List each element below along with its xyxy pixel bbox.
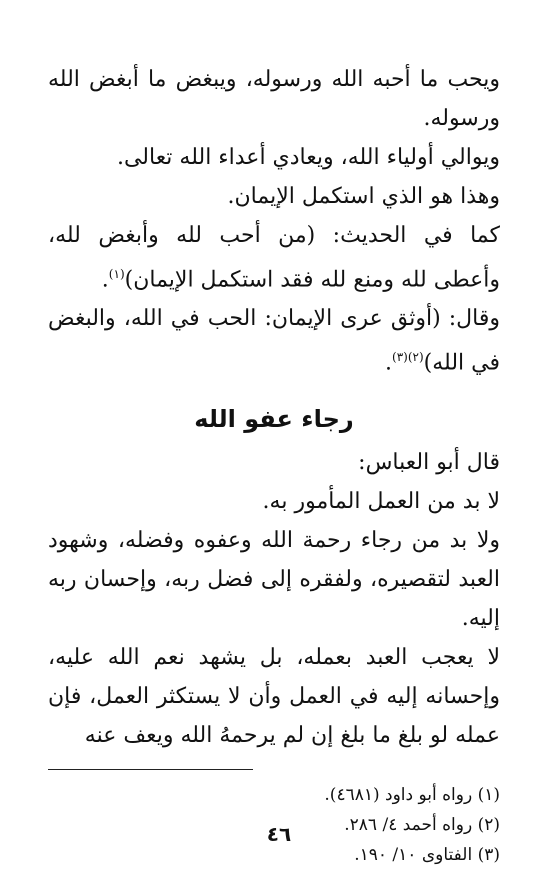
footnote-2: (٢) رواه أحمد ٤/ ٢٨٦.: [344, 814, 500, 835]
paragraph-7: لا بد من العمل المأمور به.: [262, 488, 500, 514]
section-heading: رجاء عفو الله: [194, 404, 354, 433]
paragraph-2: ويوالي أولياء الله، ويعادي أعداء الله تعالى.: [116, 145, 500, 170]
paragraph-9: لا يعجب العبد بعمله، بل يشهد نعم الله عليه، وإحسانه إليه في العمل وأن لا يستكثر العمل، فإن عمله لو بلغ ما بلغ إن لم يرحمهُ الله ويعف عنه: [48, 644, 500, 748]
paragraph-6: قال أبو العباس:: [358, 449, 500, 475]
page-content: [48, 60, 500, 870]
footnote-3: (٣) الفتاوى ١٠/ ١٩٠.: [354, 844, 500, 865]
body-text: [48, 60, 500, 383]
footnote-ref-1: (١): [108, 267, 125, 281]
paragraph-4: [48, 216, 500, 299]
paragraph-3: وهذا هو الذي استكمل الإيمان.: [227, 184, 500, 209]
footnote-ref-2-3: (٢)(٣): [392, 350, 424, 365]
footnote-1: (١) رواه أبو داود (٤٦٨١).: [324, 784, 500, 805]
paragraph-1: ويحب ما أحبه الله ورسوله، ويبغض ما أبغض الله ورسوله.: [48, 67, 500, 131]
page-number: ٤٦: [266, 822, 292, 846]
paragraph-8: ولا بد من رجاء رحمة الله وعفوه وفضله، وشهود العبد لتقصيره، ولفقره إلى فضل ربه، وإحسان ربه إليه.: [48, 527, 500, 631]
period: .: [101, 267, 109, 293]
period: .: [385, 350, 393, 376]
footnote-divider: [48, 769, 253, 770]
hadith-quote-1: كما في الحديث: (من أحب لله وأبغض لله، وأعطى لله ومنع لله فقد استكمل الإيمان): [48, 223, 500, 293]
hadith-quote-2: وقال: (أوثق عرى الإيمان: الحب في الله، والبغض في الله): [48, 306, 500, 376]
body-text-2: [48, 443, 500, 755]
paragraph-5: [48, 299, 500, 382]
